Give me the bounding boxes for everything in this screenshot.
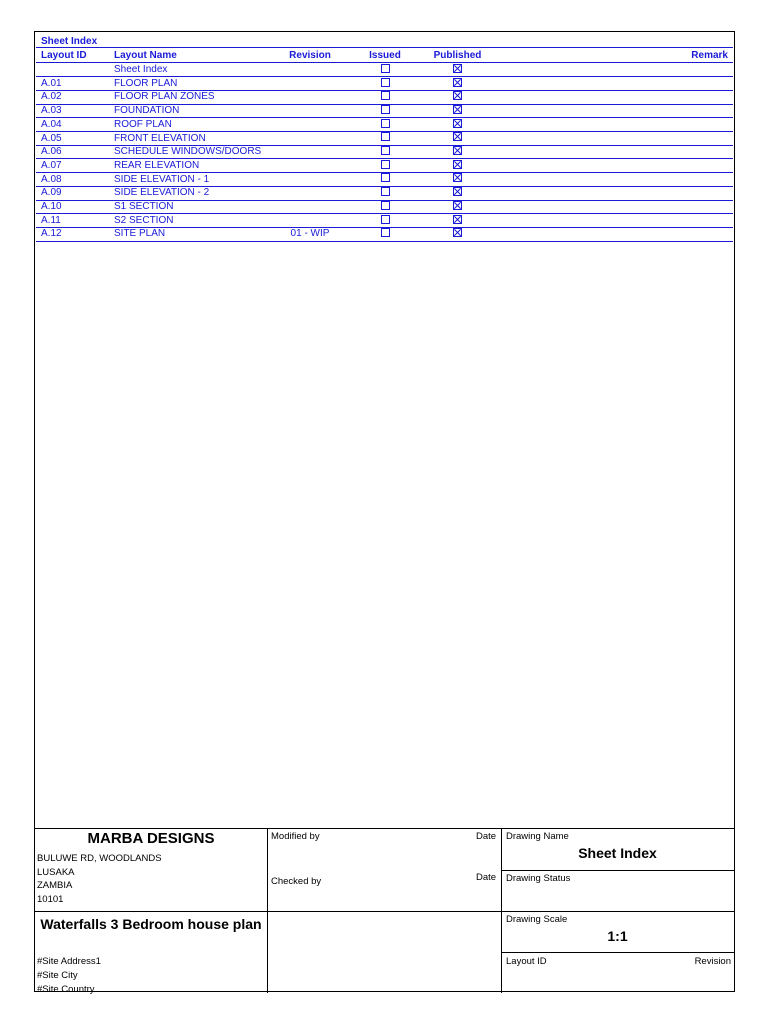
issued-checkbox[interactable] — [381, 146, 390, 155]
published-cell — [430, 77, 485, 91]
issued-checkbox[interactable] — [381, 160, 390, 169]
layout-id-cell: A.06 — [41, 146, 62, 158]
issued-cell — [365, 159, 405, 173]
issued-checkbox[interactable] — [381, 201, 390, 210]
header-published: Published — [433, 50, 482, 61]
published-cell — [430, 63, 485, 77]
layout-id-label: Layout ID — [506, 956, 547, 967]
sheet-index-title: Sheet Index — [41, 36, 98, 47]
layout-name-cell: SITE PLAN — [114, 228, 166, 240]
layout-name-cell: SIDE ELEVATION - 1 — [114, 173, 210, 185]
published-checkbox[interactable] — [453, 201, 462, 210]
issued-checkbox[interactable] — [381, 173, 390, 182]
published-cell — [430, 145, 485, 159]
published-checkbox[interactable] — [453, 215, 462, 224]
layout-name-cell: SCHEDULE WINDOWS/DOORS — [114, 146, 262, 158]
layout-id-cell: A.04 — [41, 118, 62, 130]
issued-checkbox[interactable] — [381, 119, 390, 128]
table-row — [35, 145, 734, 159]
table-row — [35, 118, 734, 132]
issued-cell — [365, 214, 405, 228]
published-checkbox[interactable] — [453, 64, 462, 73]
published-cell — [430, 186, 485, 200]
published-checkbox[interactable] — [453, 105, 462, 114]
header-revision: Revision — [289, 50, 331, 61]
divider — [35, 911, 734, 912]
issued-checkbox[interactable] — [381, 187, 390, 196]
published-checkbox[interactable] — [453, 91, 462, 100]
divider — [36, 47, 733, 48]
published-checkbox[interactable] — [453, 228, 462, 237]
published-cell — [430, 200, 485, 214]
layout-id-cell: A.11 — [41, 214, 61, 226]
issued-checkbox[interactable] — [381, 78, 390, 87]
issued-cell — [365, 77, 405, 91]
published-checkbox[interactable] — [453, 160, 462, 169]
published-checkbox[interactable] — [453, 78, 462, 87]
checked-by-label: Checked by — [271, 876, 322, 887]
table-row — [35, 90, 734, 104]
published-cell — [430, 90, 485, 104]
drawing-scale-label: Drawing Scale — [506, 914, 568, 925]
layout-name-cell: FOUNDATION — [114, 105, 180, 117]
drawing-scale: 1:1 — [607, 928, 628, 944]
table-row — [35, 186, 734, 200]
layout-name-cell: FLOOR PLAN — [114, 77, 178, 89]
layout-name-cell: FLOOR PLAN ZONES — [114, 91, 215, 103]
project-name: Waterfalls 3 Bedroom house plan — [40, 916, 262, 932]
address-line: 10101 — [37, 894, 64, 905]
address-line: LUSAKA — [37, 867, 75, 878]
published-cell — [430, 227, 485, 241]
title-block — [35, 828, 734, 993]
address-line: BULUWE RD, WOODLANDS — [37, 853, 162, 864]
header-remark: Remark — [691, 50, 728, 61]
date-label: Date — [476, 872, 497, 883]
layout-id-cell: A.12 — [41, 228, 62, 240]
issued-cell — [365, 90, 405, 104]
issued-cell — [365, 104, 405, 118]
drawing-name-label: Drawing Name — [506, 831, 569, 842]
published-checkbox[interactable] — [453, 146, 462, 155]
table-row — [35, 214, 734, 228]
layout-id-cell: A.10 — [41, 201, 62, 212]
issued-cell — [365, 118, 405, 132]
company-name: MARBA DESIGNS — [87, 830, 215, 847]
layout-name-cell: FRONT ELEVATION — [114, 132, 206, 144]
layout-id-cell: A.02 — [41, 91, 62, 103]
issued-cell — [365, 200, 405, 214]
layout-name-cell: SIDE ELEVATION - 2 — [114, 187, 210, 199]
layout-name-cell: ROOF PLAN — [114, 118, 172, 130]
published-checkbox[interactable] — [453, 132, 462, 141]
issued-checkbox[interactable] — [381, 132, 390, 141]
date-label: Date — [476, 831, 497, 842]
layout-id-cell: A.05 — [41, 132, 62, 144]
issued-cell — [365, 63, 405, 77]
published-cell — [430, 159, 485, 173]
issued-cell — [365, 227, 405, 241]
table-row — [35, 173, 734, 187]
table-row — [35, 200, 734, 214]
issued-checkbox[interactable] — [381, 215, 390, 224]
published-checkbox[interactable] — [453, 187, 462, 196]
layout-id-cell: A.09 — [41, 187, 62, 199]
site-line: #Site Country — [37, 984, 95, 995]
published-cell — [430, 118, 485, 132]
table-row — [35, 227, 734, 241]
layout-name-cell: REAR ELEVATION — [114, 159, 200, 171]
issued-checkbox[interactable] — [381, 105, 390, 114]
table-row — [35, 132, 734, 146]
header-layout-name: Layout Name — [114, 50, 177, 61]
divider — [501, 870, 734, 871]
layout-name-cell: S2 SECTION — [114, 214, 174, 226]
header-issued: Issued — [369, 50, 401, 61]
published-cell — [430, 132, 485, 146]
published-cell — [430, 104, 485, 118]
issued-cell — [365, 145, 405, 159]
layout-id-cell: A.08 — [41, 173, 62, 185]
table-row — [35, 63, 734, 77]
published-checkbox[interactable] — [453, 173, 462, 182]
revision-cell: 01 - WIP — [290, 228, 330, 240]
issued-checkbox[interactable] — [381, 228, 390, 237]
layout-name-cell: S1 SECTION — [114, 201, 174, 212]
divider — [36, 241, 733, 242]
issued-cell — [365, 132, 405, 146]
table-row — [35, 104, 734, 118]
layout-id-cell: A.03 — [41, 105, 62, 117]
drawing-name: Sheet Index — [578, 845, 657, 861]
published-cell — [430, 214, 485, 228]
revision-label: Revision — [694, 956, 731, 967]
issued-checkbox[interactable] — [381, 64, 390, 73]
issued-cell — [365, 173, 405, 187]
layout-name-cell: Sheet Index — [114, 64, 168, 75]
layout-id-cell: A.07 — [41, 159, 62, 171]
address-line: ZAMBIA — [37, 880, 73, 891]
header-layout-id: Layout ID — [41, 50, 87, 61]
table-row — [35, 159, 734, 173]
site-line: #Site Address1 — [37, 956, 101, 967]
layout-id-cell: A.01 — [41, 77, 62, 89]
drawing-status-label: Drawing Status — [506, 873, 571, 884]
site-line: #Site City — [37, 970, 78, 981]
modified-by-label: Modified by — [271, 831, 320, 842]
issued-checkbox[interactable] — [381, 91, 390, 100]
issued-cell — [365, 186, 405, 200]
divider — [501, 952, 734, 953]
published-checkbox[interactable] — [453, 119, 462, 128]
table-header — [35, 49, 734, 63]
drawing-sheet — [34, 31, 735, 995]
published-cell — [430, 173, 485, 187]
table-row — [35, 77, 734, 91]
